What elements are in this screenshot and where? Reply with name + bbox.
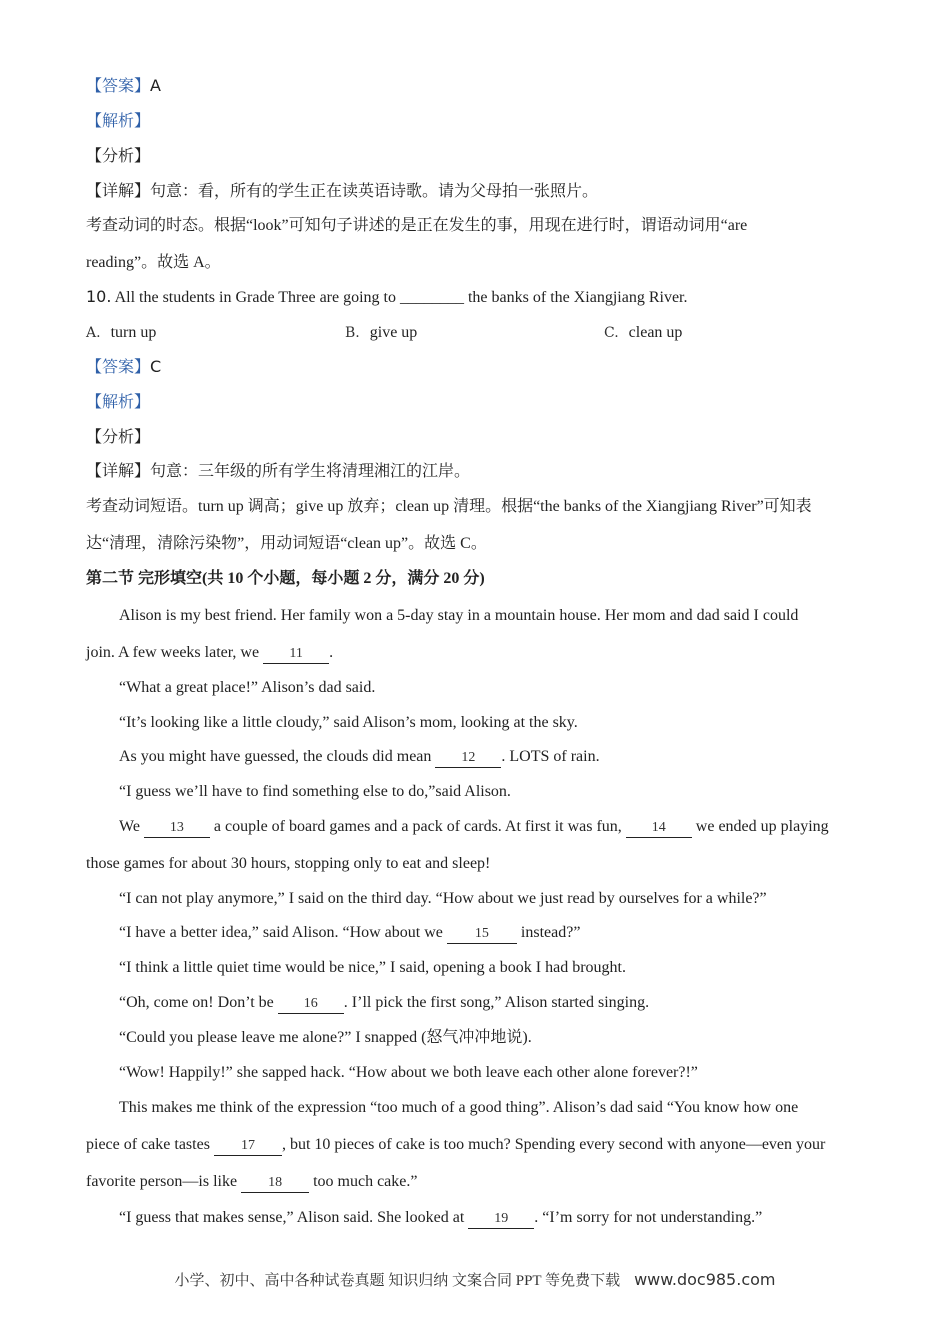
passage-line: This makes me think of the expression “too much of a good thing”. Alison’s dad said “You know how one bbox=[119, 1099, 799, 1116]
q10-stem bbox=[86, 287, 688, 308]
passage-text: piece of cake tastes bbox=[86, 1136, 214, 1153]
q10-jiexi: 【解析】 bbox=[86, 394, 151, 411]
detail-text: 句意：看，所有的学生正在读英语诗歌。请为父母拍一张照片。 bbox=[150, 183, 599, 200]
q9-explain-line2: reading”。故选 A。 bbox=[86, 254, 221, 271]
passage-line: those games for about 30 hours, stopping only to eat and sleep! bbox=[86, 855, 491, 872]
passage-text: “I guess that makes sense,” Alison said. She looked at bbox=[119, 1209, 469, 1226]
q10-option-b bbox=[345, 323, 417, 343]
passage-line: “It’s looking like a little cloudy,” said Alison’s mom, looking at the sky. bbox=[119, 714, 578, 731]
passage-text: “I have a better idea,” said Alison. “How about we bbox=[119, 924, 447, 941]
passage-text: We bbox=[119, 818, 144, 835]
blank-18: 18 bbox=[241, 1174, 309, 1193]
blank-15: 15 bbox=[447, 925, 517, 944]
answer-tag: 【答案】 bbox=[86, 78, 151, 95]
passage-line: “I think a little quiet time would be nice,” I said, opening a book I had brought. bbox=[119, 959, 626, 976]
q10-answer bbox=[86, 357, 161, 378]
passage-line bbox=[119, 1208, 762, 1229]
passage-line bbox=[86, 1172, 417, 1193]
blank-11: 11 bbox=[263, 645, 329, 664]
blank-17: 17 bbox=[214, 1137, 282, 1156]
option-text: give up bbox=[369, 324, 418, 341]
q10-explain-line1: 考查动词短语。turn up 调高；give up 放弃；clean up 清理。根据“the banks of the Xiangjiang River”可知表 bbox=[86, 498, 812, 515]
q9-detail bbox=[86, 182, 598, 202]
passage-text: , but 10 pieces of cake is too much? Spending every second with anyone—even your bbox=[281, 1136, 826, 1153]
blank-16: 16 bbox=[278, 995, 344, 1014]
question-text: All the students in Grade Three are going to ________ the banks of the Xiangjiang River. bbox=[114, 289, 688, 306]
passage-text: “Oh, come on! Don’t be bbox=[119, 994, 278, 1011]
passage-line bbox=[119, 923, 580, 944]
q10-explain-line2: 达“清理，清除污染物”，用动词短语“clean up”。故选 C。 bbox=[86, 535, 487, 552]
answer-tag: 【答案】 bbox=[86, 359, 151, 376]
q9-fenxi: 【分析】 bbox=[86, 148, 151, 165]
option-letter: C. bbox=[604, 325, 619, 341]
footer-url[interactable]: www.doc985.com bbox=[634, 1270, 776, 1289]
passage-line bbox=[119, 817, 829, 838]
passage-line: “Could you please leave me alone?” I snapped (怒气冲冲地说). bbox=[119, 1029, 532, 1046]
option-text: turn up bbox=[110, 324, 157, 341]
footer-text: 小学、初中、高中各种试卷真题 知识归纳 文案合同 PPT 等免费下载 bbox=[174, 1273, 621, 1289]
detail-text: 句意：三年级的所有学生将清理湘江的江岸。 bbox=[150, 463, 471, 480]
passage-line: “I guess we’ll have to find something else to do,”said Alison. bbox=[119, 783, 511, 800]
passage-line bbox=[119, 993, 649, 1014]
passage-text: we ended up playing bbox=[691, 818, 829, 835]
passage-line bbox=[86, 1135, 825, 1156]
q9-jiexi: 【解析】 bbox=[86, 113, 151, 130]
detail-tag: 【详解】 bbox=[86, 183, 151, 200]
blank-19: 19 bbox=[468, 1210, 534, 1229]
passage-text: join. A few weeks later, we bbox=[86, 644, 264, 661]
passage-text: a couple of board games and a pack of cards. At first it was fun, bbox=[209, 818, 626, 835]
passage-text: instead?” bbox=[516, 924, 581, 941]
q10-detail bbox=[86, 462, 470, 482]
q9-explain-line1: 考查动词的时态。根据“look”可知句子讲述的是正在发生的事，用现在进行时，谓语动词用“are bbox=[86, 217, 748, 234]
passage-text: . “I’m sorry for not understanding.” bbox=[534, 1209, 763, 1226]
q10-option-c bbox=[604, 323, 682, 343]
passage-text: As you might have guessed, the clouds did mean bbox=[119, 748, 436, 765]
blank-12: 12 bbox=[435, 749, 501, 768]
passage-line bbox=[86, 643, 333, 664]
passage-line bbox=[119, 747, 600, 768]
passage-text: favorite person—is like bbox=[86, 1173, 242, 1190]
passage-text: . I’ll pick the first song,” Alison started singing. bbox=[343, 994, 650, 1011]
passage-line: “What a great place!” Alison’s dad said. bbox=[119, 679, 376, 696]
passage-line: Alison is my best friend. Her family won a 5-day stay in a mountain house. Her mom and dad said I could bbox=[119, 607, 799, 624]
detail-tag: 【详解】 bbox=[86, 463, 151, 480]
blank-14: 14 bbox=[626, 819, 692, 838]
option-text: clean up bbox=[628, 324, 683, 341]
answer-value: A bbox=[150, 76, 161, 95]
q10-fenxi: 【分析】 bbox=[86, 429, 151, 446]
passage-text: . bbox=[329, 644, 334, 661]
question-number: 10. bbox=[86, 287, 112, 306]
option-letter: A. bbox=[86, 325, 101, 341]
passage-text: too much cake.” bbox=[309, 1173, 418, 1190]
page-footer bbox=[0, 1269, 950, 1290]
section-heading: 第二节 完形填空(共 10 个小题，每小题 2 分，满分 20 分) bbox=[86, 570, 485, 587]
passage-line: “Wow! Happily!” she sapped hack. “How about we both leave each other alone forever?!” bbox=[119, 1064, 698, 1081]
answer-value: C bbox=[150, 357, 162, 376]
blank-13: 13 bbox=[144, 819, 210, 838]
passage-text: . LOTS of rain. bbox=[501, 748, 600, 765]
option-letter: B. bbox=[345, 325, 360, 341]
q9-answer bbox=[86, 76, 161, 97]
q10-option-a bbox=[86, 323, 156, 343]
passage-line: “I can not play anymore,” I said on the third day. “How about we just read by ourselves for a while?” bbox=[119, 890, 767, 907]
